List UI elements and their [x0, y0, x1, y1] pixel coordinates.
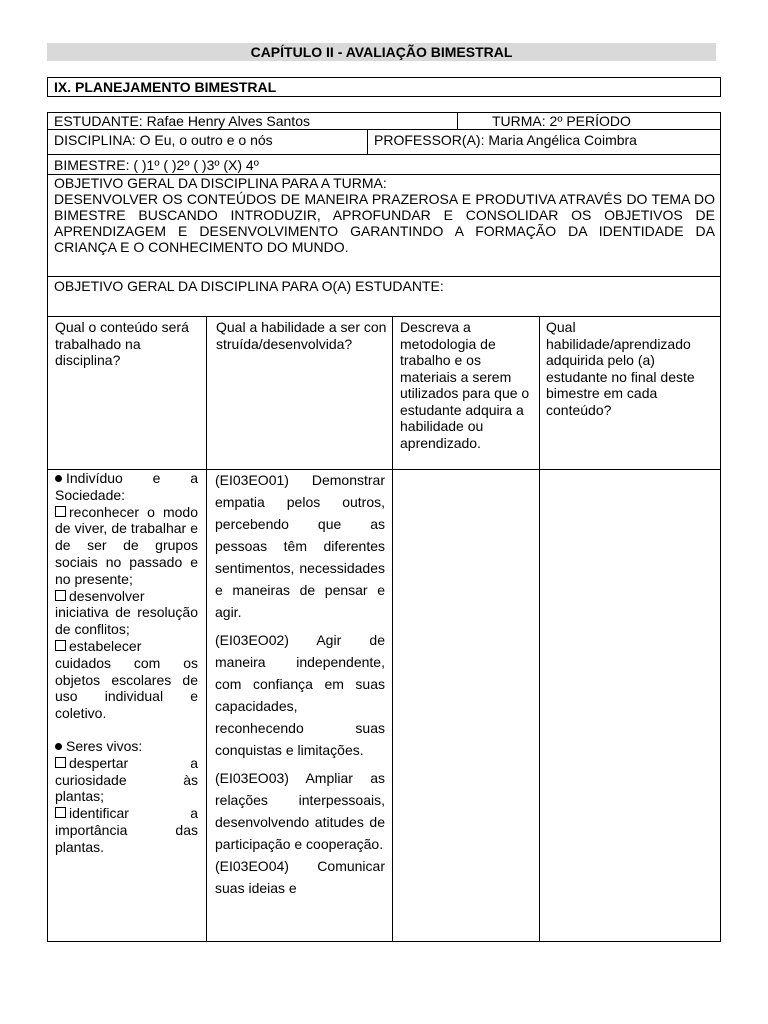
list-item	[55, 755, 198, 805]
bullet-dot-icon	[55, 743, 62, 750]
chapter-title: CAPÍTULO II - AVALIAÇÃO BIMESTRAL	[47, 43, 716, 61]
header-content: Qual o conteúdo será trabalhado na disciplina?	[55, 319, 189, 368]
list-item-text: identificar a importância das plantas.	[55, 805, 198, 855]
teacher: PROFESSOR(A): Maria Angélica Coimbra	[374, 132, 637, 148]
checkbox-icon	[55, 640, 66, 651]
planning-table	[47, 112, 721, 942]
header-skill: Qual a habilidade a ser construída/desenvolvida?	[216, 319, 387, 352]
skills-list	[215, 469, 385, 899]
checkbox-icon	[55, 590, 66, 601]
discipline: DISCIPLINA: O Eu, o outro e o nós	[54, 132, 273, 148]
topic-living-beings	[55, 738, 198, 755]
col-divider	[539, 316, 540, 942]
list-item-text: desenvolver iniciativa de resolução de conflitos;	[55, 587, 198, 638]
class-period: TURMA: 2º PERÍODO	[492, 113, 631, 129]
list-item	[55, 805, 198, 855]
row-divider	[48, 316, 720, 317]
skill-item: (EI03EO01) Demonstrar empatia pelos outros, percebendo que as pessoas têm diferentes sentimentos, necessidades e maneiras de pensar e agir.	[215, 472, 385, 620]
section-title: IX. PLANEJAMENTO BIMESTRAL	[47, 77, 721, 97]
skill-item: (EI03EO02) Agir de maneira independente, com confiança em suas capacidades, reconhecendo suas conquistas e limitações.	[215, 632, 385, 758]
row-divider	[48, 276, 720, 277]
spacer	[55, 722, 198, 738]
col-divider	[457, 113, 458, 130]
student-objective-label: OBJETIVO GERAL DA DISCIPLINA PARA O(A) ESTUDANTE:	[54, 278, 444, 294]
bimester: BIMESTRE: ( )1º ( )2º ( )3º (X) 4º	[54, 157, 259, 173]
col-divider	[367, 129, 368, 155]
skill-item: (EI03EO03) Ampliar as relações interpessoais, desenvolvendo atitudes de participação e cooperação.	[215, 770, 385, 852]
list-item-text: despertar a curiosidade às plantas;	[55, 754, 198, 805]
skill-item: (EI03EO04) Comunicar suas ideias e	[215, 858, 385, 896]
checkbox-icon	[55, 807, 66, 818]
checkbox-icon	[55, 506, 66, 517]
col-divider	[206, 316, 207, 942]
list-item-text: estabelecer cuidados com os objetos escolares de uso individual e coletivo.	[55, 637, 198, 722]
list-item	[55, 638, 198, 722]
list-item-text: reconhecer o modo de viver, de trabalhar e de ser de grupos sociais no passado e no presente;	[55, 503, 198, 587]
checkbox-icon	[55, 757, 66, 768]
topic-label: Seres vivos:	[66, 737, 143, 754]
list-item	[55, 588, 198, 638]
topic-individual-society	[55, 470, 198, 504]
content-list	[55, 470, 198, 856]
topic-label: Indivíduo e a Sociedade:	[55, 470, 198, 503]
header-acquired: Qual habilidade/aprendizado adquirida pelo (a) estudante no final deste bimestre em cada conteúdo?	[546, 319, 695, 418]
list-item	[55, 504, 198, 588]
row-divider	[48, 154, 720, 155]
row-divider	[48, 129, 720, 130]
class-objective-text: DESENVOLVER OS CONTEÚDOS DE MANEIRA PRAZEROSA E PRODUTIVA ATRAVÉS DO TEMA DO BIMESTRE BUSCANDO INTRODUZIR, APROFUNDAR E CONSOLIDAR OS OBJETIVOS DE APRENDIZAGEM E DESENVOLVIMENTO GARANTINDO A FORMAÇÃO DA IDENTIDADE DA CRIANÇA E O CONHECIMENTO DO MUNDO.	[54, 191, 715, 255]
student-name: ESTUDANTE: Rafae Henry Alves Santos	[54, 113, 310, 129]
header-methodology: Descreva a metodologia de trabalho e os materiais a serem utilizados para que o estudante adquira a habilidade ou aprendizado.	[400, 319, 530, 451]
col-divider	[392, 316, 393, 942]
bullet-dot-icon	[55, 475, 62, 482]
class-objective-label: OBJETIVO GERAL DA DISCIPLINA PARA A TURMA:	[54, 175, 387, 191]
